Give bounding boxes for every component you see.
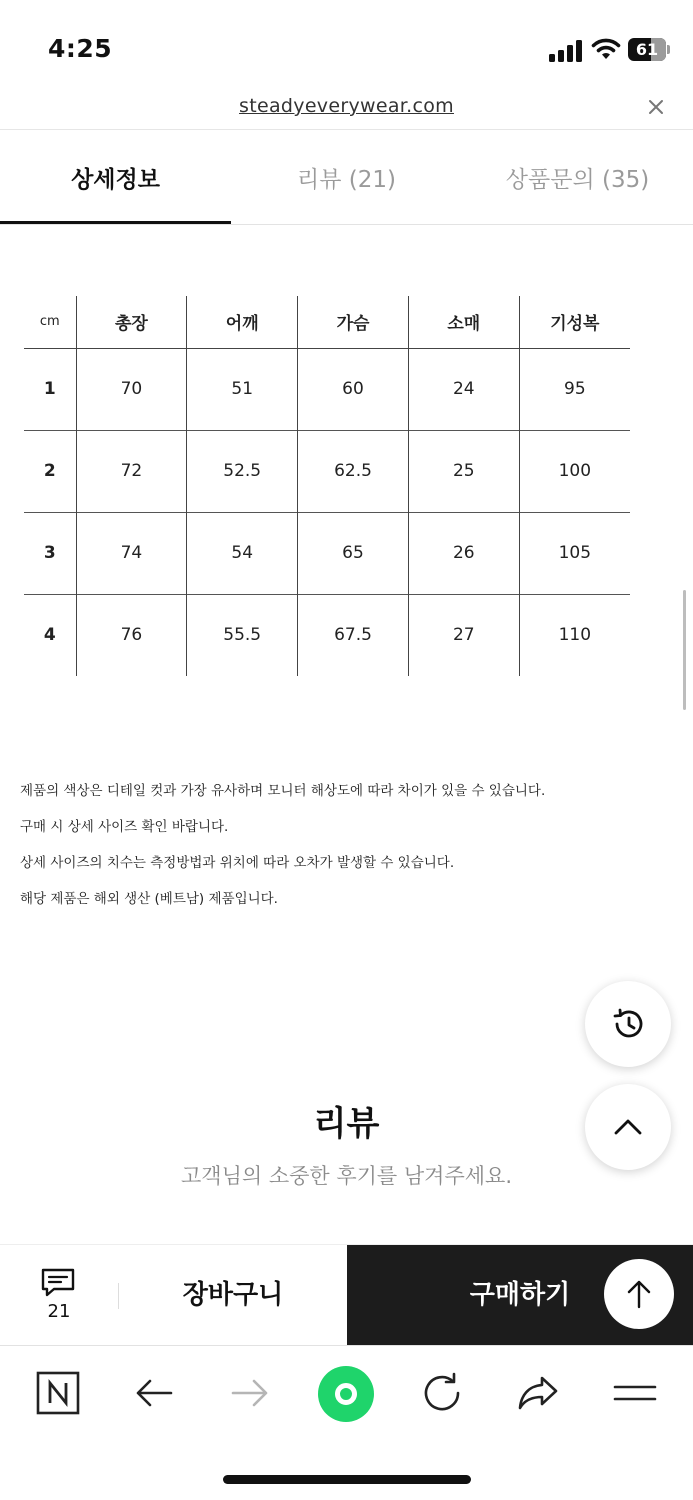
table-cell: 55.5 [187,594,298,676]
scroll-indicator[interactable] [683,590,686,710]
size-table [24,296,630,676]
table-row [24,348,630,430]
history-icon [608,1004,648,1044]
home-indicator [223,1475,471,1484]
status-bar [0,0,693,90]
table-cell: 52.5 [187,430,298,512]
tab-inquiries[interactable]: 상품문의 (35) [505,167,650,193]
table-cell: 110 [519,594,630,676]
browser-toolbar [0,1345,693,1500]
size-label: 3 [24,512,76,594]
size-label: 4 [24,594,76,676]
share-arrow-icon [515,1370,561,1416]
buy-now-button[interactable] [347,1245,693,1345]
scroll-to-top-button[interactable] [604,1259,674,1329]
arrow-up-icon [622,1277,656,1311]
unit-header: cm [24,296,76,348]
table-cell: 70 [76,348,187,430]
note-text: 상세 사이즈의 치수는 측정방법과 위치에 따라 오차가 발생할 수 있습니다. [20,855,455,871]
size-label: 2 [24,430,76,512]
table-row [24,512,630,594]
column-header: 소매 [408,296,519,348]
arrow-right-icon [227,1370,273,1416]
tab-details[interactable]: 상세정보 [71,167,160,193]
back-button[interactable] [131,1370,177,1416]
divider [118,1283,119,1309]
recently-viewed-button[interactable] [585,981,671,1067]
table-cell: 65 [298,512,409,594]
table-row [24,594,630,676]
table-cell: 72 [76,430,187,512]
table-cell: 26 [408,512,519,594]
active-tab-indicator [0,221,231,224]
size-table-header [24,296,630,348]
product-notes [20,780,640,924]
url-bar [0,90,693,130]
status-time: 4:25 [48,34,113,63]
naver-n-icon [35,1370,81,1416]
review-count: 21 [47,1301,71,1322]
naver-button[interactable] [35,1370,81,1416]
table-row [24,430,630,512]
tab-reviews[interactable]: 리뷰 (21) [297,167,396,193]
column-header: 기성복 [519,296,630,348]
reload-icon [419,1370,465,1416]
table-cell: 25 [408,430,519,512]
column-header: 어깨 [187,296,298,348]
table-cell: 54 [187,512,298,594]
home-button[interactable] [318,1366,374,1422]
reload-button[interactable] [419,1370,465,1416]
purchase-bar [0,1244,693,1344]
battery-level: 61 [635,40,659,59]
wifi-icon [590,37,622,61]
buy-now-label: 구매하기 [469,1280,571,1310]
review-count-button[interactable] [20,1265,98,1325]
table-cell: 67.5 [298,594,409,676]
cellular-signal-icon [549,40,583,62]
note-text: 해당 제품은 해외 생산 (베트남) 제품입니다. [20,891,278,907]
table-cell: 51 [187,348,298,430]
product-tabs [0,131,693,225]
chat-bubble-icon [40,1267,76,1299]
share-button[interactable] [515,1370,561,1416]
review-section-title: 리뷰 [313,1104,380,1144]
column-header: 가슴 [298,296,409,348]
table-cell: 100 [519,430,630,512]
add-to-cart-button[interactable]: 장바구니 [182,1280,284,1310]
column-header: 총장 [76,296,187,348]
close-icon[interactable] [645,96,667,118]
url-text[interactable]: steadyeverywear.com [239,95,454,117]
table-cell: 60 [298,348,409,430]
table-cell: 95 [519,348,630,430]
note-text: 구매 시 상세 사이즈 확인 바랍니다. [20,819,229,835]
arrow-left-icon [131,1370,177,1416]
table-cell: 74 [76,512,187,594]
table-cell: 27 [408,594,519,676]
table-cell: 24 [408,348,519,430]
home-circle-icon [335,1383,357,1405]
size-label: 1 [43,379,56,399]
table-cell: 105 [519,512,630,594]
review-section-subtitle: 고객님의 소중한 후기를 남겨주세요. [181,1164,512,1188]
table-cell: 62.5 [298,430,409,512]
table-cell: 76 [76,594,187,676]
note-text: 제품의 색상은 디테일 컷과 가장 유사하며 모니터 해상도에 따라 차이가 있을 수 있습니다. [20,783,546,799]
menu-button[interactable] [612,1370,658,1416]
forward-button[interactable] [227,1370,273,1416]
hamburger-menu-icon [612,1370,658,1416]
battery-icon [628,38,670,61]
